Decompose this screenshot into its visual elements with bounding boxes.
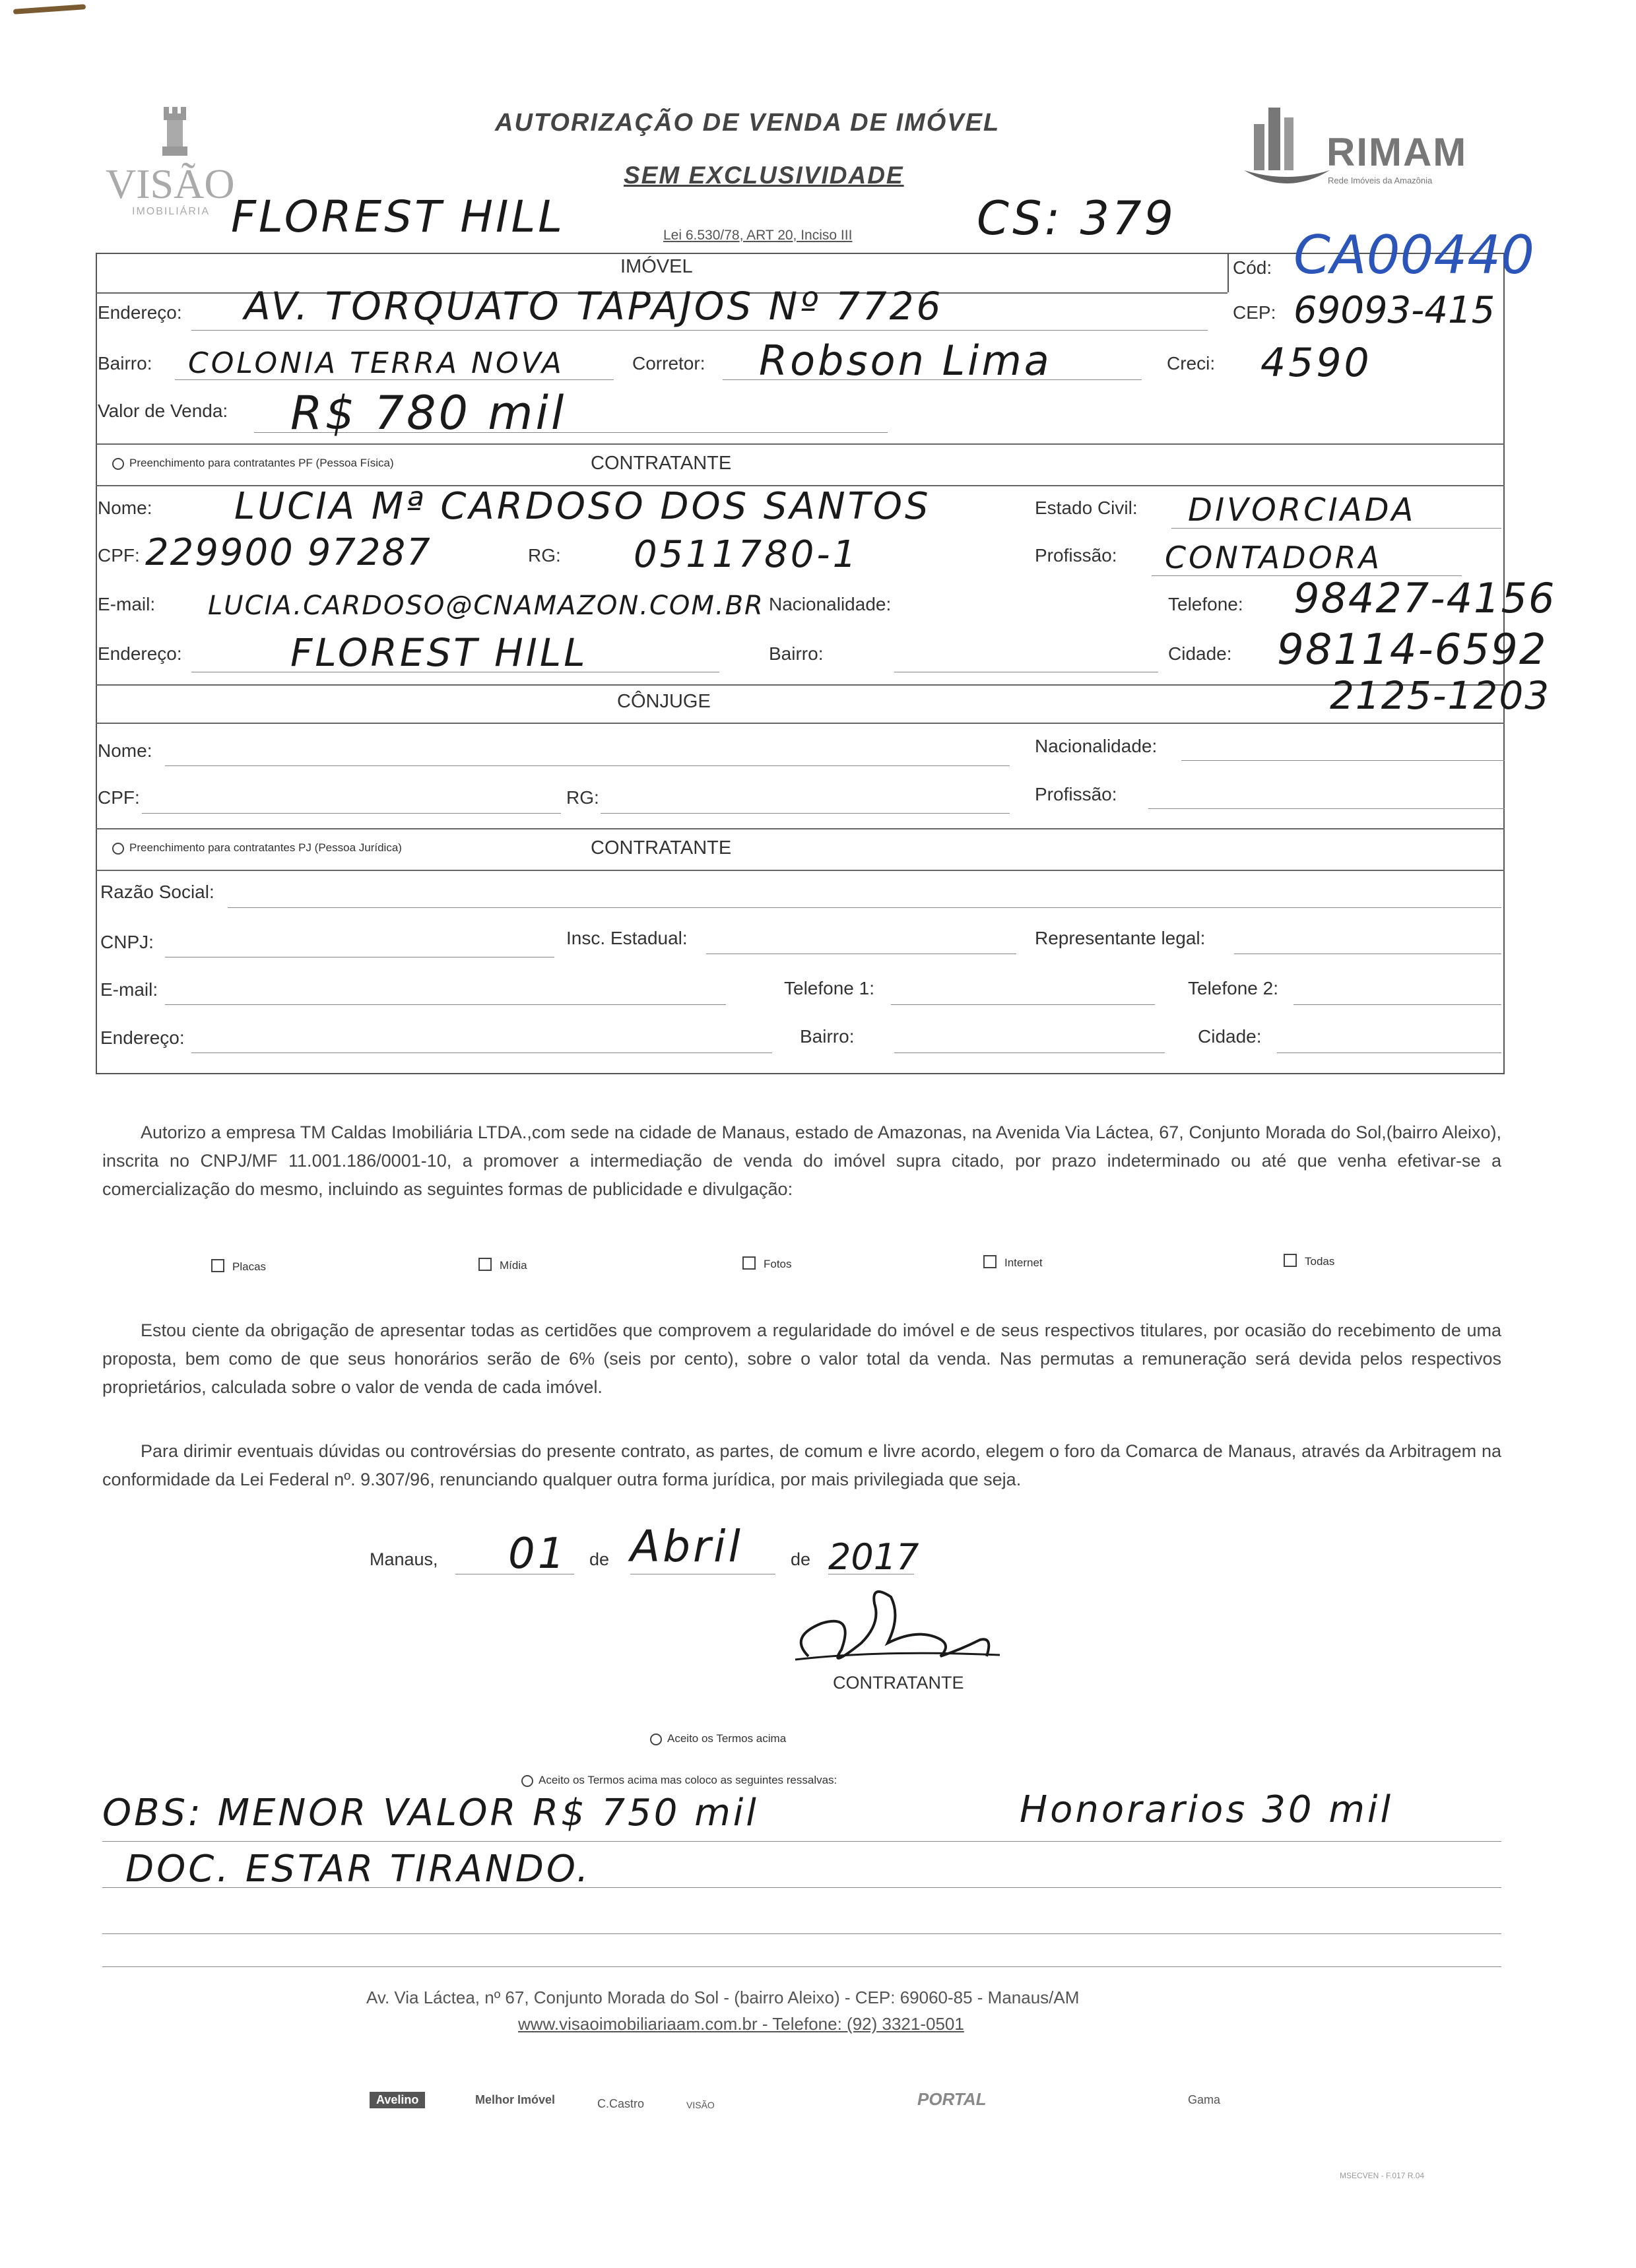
hand-cs-code: CS: 379 (977, 191, 1177, 245)
pf-rg-value[interactable]: 0511780-1 (634, 533, 859, 576)
pf-email-label: E-mail: (98, 594, 156, 614)
pf-cpf-value[interactable]: 229900 97287 (145, 531, 432, 574)
date-month[interactable]: Abril (630, 1521, 743, 1572)
partner-gama: Gama (1188, 2093, 1221, 2106)
valor-label: Valor de Venda: (98, 401, 228, 421)
rimam-logo-name: RIMAM (1326, 130, 1468, 174)
pf-section-title: CONTRATANTE (591, 453, 732, 474)
date-de1: de (589, 1549, 610, 1569)
fotos-label: Fotos (764, 1258, 792, 1270)
partner-ccastro: C.Castro (597, 2097, 645, 2110)
pj-telefone2-label: Telefone 2: (1188, 978, 1278, 998)
footer-address: Av. Via Láctea, nº 67, Conjunto Morada do Sol - (bairro Aleixo) - CEP: 69060-85 - Manaus/AM (366, 1988, 1080, 2007)
pf-cidade-value[interactable]: 98114-6592 (1277, 626, 1548, 674)
date-year[interactable]: 2017 (828, 1536, 919, 1578)
cod-box (1227, 253, 1229, 292)
pj-telefone1-label: Telefone 1: (784, 978, 874, 998)
footer-website-link[interactable]: www.visaoimobiliariaam.com.br - Telefone: (92) 3321-0501 (518, 2014, 964, 2034)
authorization-paragraph: Autorizo a empresa TM Caldas Imobiliária LTDA.,com sede na cidade de Manaus, estado de Amazonas, na Avenida Via Láctea, 67, Conjunto Morada do Sol,(bairro Aleixo), inscrita no CNPJ/MF 11.001.186/0001-10, a promover a intermediação de venda do imóvel supra citado, por prazo indeterminado ou até que venha efetivar-se a comercialização do mesmo, incluindo as seguintes formas de publicidade e divulgação: (102, 1122, 1501, 1199)
creci-label: Creci: (1167, 353, 1216, 373)
pen-mark (13, 4, 86, 15)
todas-checkbox[interactable] (1284, 1254, 1297, 1267)
foro-paragraph: Para dirimir eventuais dúvidas ou controvérsias do presente contrato, as partes, de comum e livre acordo, elegem o foro da Comarca de Manaus, através da Arbitragem na conformidade da Lei Federal nº. 9.307/96, renunciando qualquer outra forma jurídica, por mais privilegiada que seja. (102, 1441, 1501, 1489)
partner-portal: PORTAL (917, 2089, 987, 2109)
conjuge-nome-label: Nome: (98, 740, 152, 761)
conjuge-profissao-label: Profissão: (1035, 784, 1117, 804)
aceito-ressalvas-option[interactable] (521, 1774, 837, 1787)
conjuge-rg-label: RG: (566, 787, 599, 808)
conjuge-nacionalidade-label: Nacionalidade: (1035, 736, 1158, 756)
pf-estado-civil-label: Estado Civil: (1035, 498, 1138, 518)
placas-checkbox[interactable] (211, 1259, 224, 1272)
cod-value[interactable]: CA00440 (1293, 224, 1535, 286)
pj-cnpj-label: CNPJ: (100, 932, 154, 952)
pj-section-title: CONTRATANTE (591, 837, 732, 859)
visao-logo-sub: IMOBILIÁRIA (132, 206, 211, 217)
imovel-section-title: IMÓVEL (620, 256, 693, 277)
document-title: AUTORIZAÇÃO DE VENDA DE IMÓVEL (495, 109, 1000, 137)
rimam-logo-tagline: Rede Imóveis da Amazônia (1328, 176, 1433, 185)
certidoes-paragraph: Estou ciente da obrigação de apresentar todas as certidões que comprovem a regularidade do imóvel e de seus respectivos titulares, por ocasião do recebimento de uma proposta, bem como de que seus honorários serão de 6% (seis por cento), sobre o valor total da venda. Nas permutas a remuneração será devida pelos respectivos proprietários, calculada sobre o valor de venda de cada imóvel. (102, 1320, 1501, 1397)
endereco-value[interactable]: AV. TORQUATO TAPAJOS Nº 7726 (244, 284, 944, 329)
date-de2: de (791, 1549, 811, 1569)
conjuge-cpf-label: CPF: (98, 787, 140, 808)
cep-value[interactable]: 69093-415 (1293, 289, 1495, 332)
visao-logo-name: VISÃO (106, 160, 235, 207)
pf-email-value[interactable]: LUCIA.CARDOSO@CNAMAZON.COM.BR (208, 591, 764, 621)
aceito-label: Aceito os Termos acima (667, 1732, 787, 1745)
pf-profissao-label: Profissão: (1035, 545, 1117, 566)
pf-endereco-label: Endereço: (98, 643, 182, 664)
pf-extra-phone[interactable]: 2125-1203 (1330, 673, 1551, 718)
pj-bairro-label: Bairro: (800, 1026, 855, 1047)
cod-label: Cód: (1233, 257, 1272, 278)
corretor-value[interactable]: Robson Lima (759, 337, 1052, 385)
pj-radio[interactable] (112, 843, 124, 855)
partner-visao: VISÃO (686, 2100, 715, 2110)
aceito-ressalvas-radio[interactable] (521, 1775, 533, 1787)
pf-option-label: Preenchimento para contratantes PF (Pessoa Física) (129, 457, 394, 469)
internet-checkbox[interactable] (983, 1255, 997, 1268)
pf-radio[interactable] (112, 458, 124, 470)
pj-razao-label: Razão Social: (100, 882, 214, 902)
hand-property-name: FLOREST HILL (231, 191, 566, 242)
fotos-checkbox[interactable] (742, 1256, 756, 1270)
pf-profissao-value[interactable]: CONTADORA (1165, 540, 1383, 575)
law-reference: Lei 6.530/78, ART 20, Inciso III (663, 228, 853, 243)
date-city: Manaus, (370, 1549, 438, 1569)
pf-nome-value[interactable]: LUCIA Mª CARDOSO DOS SANTOS (234, 485, 931, 528)
pj-option-label: Preenchimento para contratantes PJ (Pessoa Jurídica) (129, 841, 402, 854)
pj-option[interactable] (112, 841, 402, 855)
date-day[interactable]: 01 (508, 1530, 568, 1578)
todas-label: Todas (1305, 1255, 1335, 1268)
partner-logos (370, 2085, 1254, 2125)
bairro-label: Bairro: (98, 353, 152, 373)
signature-scribble[interactable] (782, 1577, 1006, 1683)
pf-rg-label: RG: (528, 545, 561, 566)
pj-insc-label: Insc. Estadual: (566, 928, 688, 948)
creci-value[interactable]: 4590 (1260, 340, 1372, 386)
midia-label: Mídia (500, 1259, 527, 1272)
aceito-radio[interactable] (650, 1733, 662, 1745)
pj-email-label: E-mail: (100, 979, 158, 1000)
pj-endereco-label: Endereço: (100, 1027, 185, 1048)
midia-checkbox[interactable] (478, 1258, 492, 1271)
document-subtitle: SEM EXCLUSIVIDADE (624, 162, 904, 189)
placas-label: Placas (232, 1260, 267, 1273)
aceito-option[interactable] (650, 1732, 786, 1745)
pf-nome-label: Nome: (98, 498, 152, 518)
pf-option[interactable] (112, 457, 394, 470)
pf-telefone-label: Telefone: (1168, 594, 1243, 614)
conjuge-section-title: CÔNJUGE (617, 691, 711, 712)
pf-bairro-label: Bairro: (769, 643, 824, 664)
valor-value[interactable]: R$ 780 mil (290, 386, 567, 440)
signature-label: CONTRATANTE (833, 1673, 964, 1693)
partner-avelino: Avelino (370, 2092, 425, 2108)
endereco-label: Endereço: (98, 302, 182, 323)
form-code: MSECVEN - F.017 R.04 (1340, 2171, 1425, 2180)
pf-nacionalidade-label: Nacionalidade: (769, 594, 892, 614)
buildings-icon (1241, 98, 1333, 190)
pj-representante-label: Representante legal: (1035, 928, 1206, 948)
corretor-label: Corretor: (632, 353, 705, 373)
internet-label: Internet (1004, 1256, 1043, 1269)
pj-cidade-label: Cidade: (1198, 1026, 1262, 1047)
obs-honorarios[interactable]: Honorarios 30 mil (1020, 1788, 1394, 1831)
pf-telefone-value[interactable]: 98427-4156 (1293, 574, 1556, 622)
pf-estado-civil-value[interactable]: DIVORCIADA (1188, 492, 1416, 529)
pf-cidade-label: Cidade: (1168, 643, 1232, 664)
pf-cpf-label: CPF: (98, 545, 140, 566)
visao-logo (99, 106, 251, 224)
rimam-logo (1241, 98, 1491, 203)
obs-line1[interactable]: OBS: MENOR VALOR R$ 750 mil (102, 1792, 759, 1834)
obs-line2[interactable]: DOC. ESTAR TIRANDO. (125, 1848, 591, 1891)
chess-rook-icon (158, 106, 191, 158)
bairro-value[interactable]: COLONIA TERRA NOVA (188, 346, 564, 380)
partner-melhor-imovel: Melhor Imóvel (475, 2093, 556, 2106)
aceito-ressalvas-label: Aceito os Termos acima mas coloco as seguintes ressalvas: (539, 1774, 837, 1786)
cep-label: CEP: (1233, 302, 1276, 323)
pf-endereco-value[interactable]: FLOREST HILL (290, 630, 588, 675)
